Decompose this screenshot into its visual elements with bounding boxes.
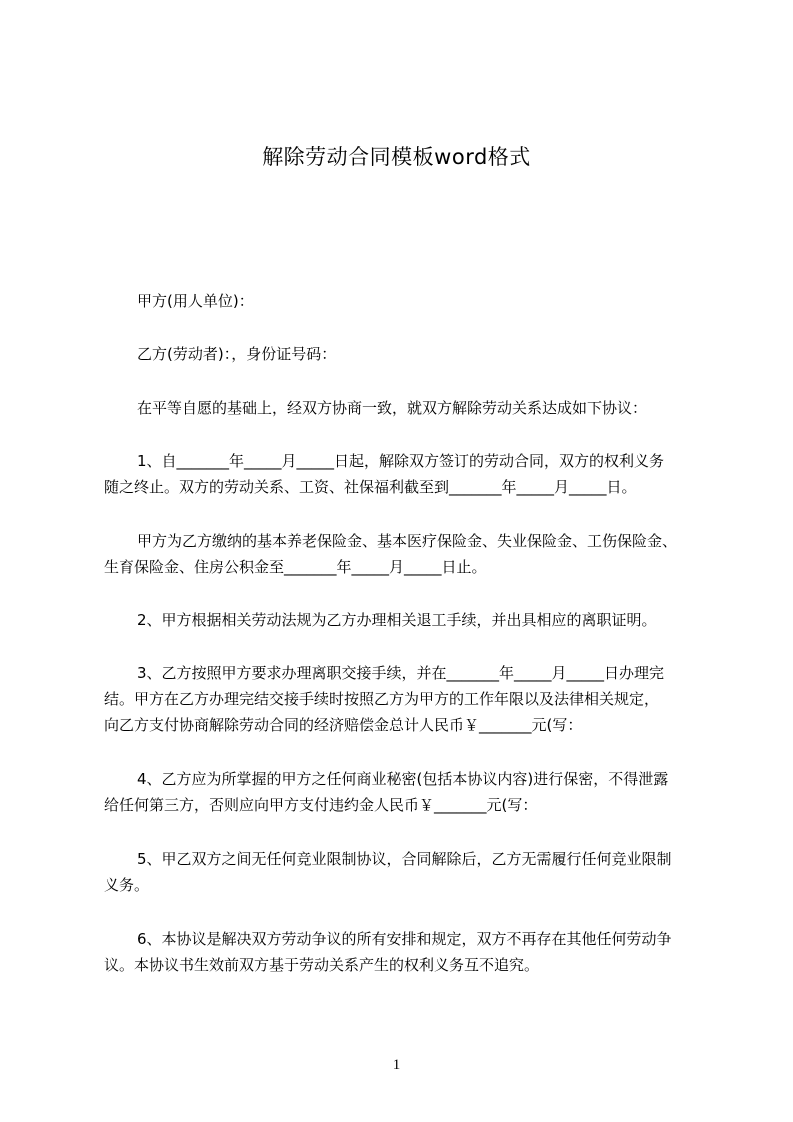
clause-1-line-1: 1、自_______年_____月_____日起，解除双方签订的劳动合同，双方的权利义务 xyxy=(137,452,665,470)
party-b-paragraph xyxy=(104,341,712,367)
party-b-line: 乙方(劳动者)：，身份证号码： xyxy=(137,345,337,363)
clause-2-paragraph xyxy=(104,607,712,633)
insurance-line-1: 甲方为乙方缴纳的基本养老保险金、基本医疗保险金、失业保险金、工伤保险金、 xyxy=(137,532,678,550)
insurance-paragraph xyxy=(104,528,712,580)
clause-3-paragraph xyxy=(104,660,712,738)
clause-2-line-1: 2、甲方根据相关劳动法规为乙方办理相关退工手续，并出具相应的离职证明。 xyxy=(137,611,657,629)
clause-6-line-2: 议。本协议书生效前双方基于劳动关系产生的权利义务互不追究。 xyxy=(104,956,540,974)
clause-5-paragraph xyxy=(104,846,712,898)
clause-6-paragraph xyxy=(104,926,712,978)
clause-3-line-3: 向乙方支付协商解除劳动合同的经济赔偿金总计人民币￥_______元(写： xyxy=(104,716,583,734)
insurance-line-2: 生育保险金、住房公积金至_______年_____月_____日止。 xyxy=(104,558,487,576)
agreement-intro-line: 在平等自愿的基础上，经双方协商一致，就双方解除劳动关系达成如下协议： xyxy=(137,399,648,417)
clause-5-line-2: 义务。 xyxy=(104,876,150,894)
party-a-line: 甲方(用人单位)： xyxy=(137,292,254,310)
page-number: 1 xyxy=(392,1057,401,1073)
clause-4-line-1: 4、乙方应为所掌握的甲方之任何商业秘密(包括本协议内容)进行保密，不得泄露 xyxy=(137,770,669,788)
clause-3-line-1: 3、乙方按照甲方要求办理离职交接手续，并在_______年_____月_____日办理完 xyxy=(137,664,665,682)
document-title: 解除劳动合同模板word格式 xyxy=(262,145,531,169)
clause-1-line-2: 随之终止。双方的劳动关系、工资、社保福利截至到_______年_____月_____日。 xyxy=(104,478,637,496)
clause-3-line-2: 结。甲方在乙方办理完结交接手续时按照乙方为甲方的工作年限以及法律相关规定， xyxy=(104,690,660,708)
clause-4-paragraph xyxy=(104,766,712,818)
clause-5-line-1: 5、甲乙双方之间无任何竞业限制协议，合同解除后，乙方无需履行任何竞业限制 xyxy=(137,850,672,868)
clause-4-line-2: 给任何第三方，否则应向甲方支付违约金人民币￥_______元(写： xyxy=(104,796,538,814)
clause-1-paragraph xyxy=(104,448,712,500)
clause-6-line-1: 6、本协议是解决双方劳动争议的所有安排和规定，双方不再存在其他任何劳动争 xyxy=(137,930,672,948)
party-a-paragraph xyxy=(104,288,712,314)
agreement-intro-paragraph xyxy=(104,395,712,421)
